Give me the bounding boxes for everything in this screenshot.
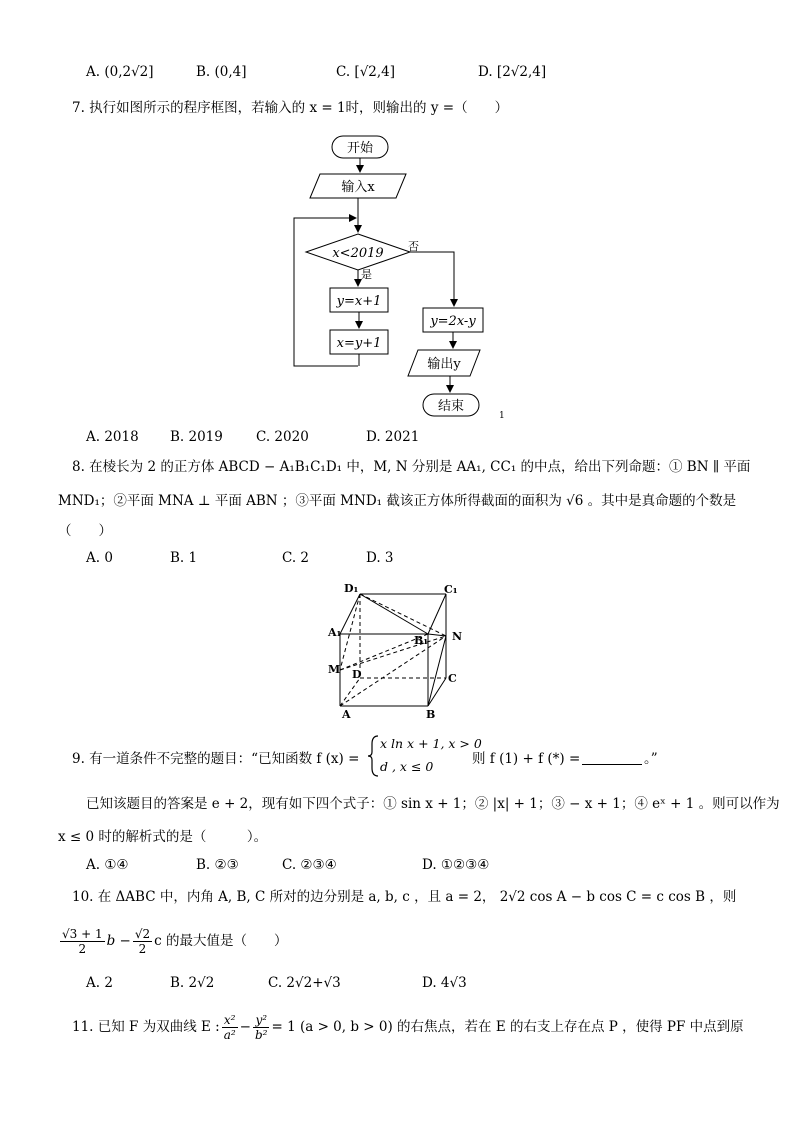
q9-suffix: 则 f (1) + f (*) =: [472, 751, 581, 767]
q7-stem: 7. 执行如图所示的程序框图，若输入的 x = 1时，则输出的 y =（ ）: [72, 100, 509, 116]
q8-cube-figure: [326, 578, 472, 724]
cube-label-n: N: [452, 630, 463, 643]
cube-label-m: M: [328, 663, 341, 676]
q10-option-b: B. 2√2: [170, 975, 215, 991]
q6-option-c: C. [√2,4]: [336, 64, 396, 80]
q6-option-b: B. (0,4]: [196, 64, 247, 80]
q11-frac1-den: a²: [223, 1028, 236, 1042]
q8-line3: （ ）: [58, 523, 112, 539]
q9-case1: x ln x + 1, x > 0: [380, 736, 482, 751]
cube-label-b1: B₁: [414, 634, 429, 647]
q10-frac1-num: √3 + 1: [62, 927, 103, 941]
cube-label-c1: C₁: [444, 583, 458, 596]
cube-label-d1: D₁: [344, 582, 359, 595]
q7-option-b: B. 2019: [170, 429, 223, 445]
q10-line1: 10. 在 ΔABC 中，内角 A, B, C 所对的边分别是 a, b, c ，且 a = 2， 2√2 cos A − b cos C = c cos B ，则: [72, 889, 737, 905]
q11-frac2-num: y²: [253, 1013, 270, 1028]
flow-step2-label: x=y+1: [336, 336, 382, 351]
q6-option-a: A. (0,2√2]: [86, 64, 154, 80]
flow-input-label: 输入x: [341, 180, 375, 195]
q9-option-d: D. ①②③④: [422, 857, 490, 873]
q10-tail: c 的最大值是（ ）: [154, 933, 288, 949]
flow-no-label: 否: [408, 240, 419, 253]
cube-label-a1: A₁: [328, 626, 342, 639]
q8-line1: 8. 在棱长为 2 的正方体 ABCD − A₁B₁C₁D₁ 中，M, N 分别是 AA₁, CC₁ 的中点，给出下列命题：① BN ∥ 平面: [72, 459, 751, 475]
flow-decision-label: x<2019: [332, 246, 384, 261]
q10-option-d: D. 4√3: [422, 975, 467, 991]
q8-option-a: A. 0: [86, 550, 113, 566]
q7-option-a: A. 2018: [86, 429, 139, 445]
q10-frac2-num: √2: [134, 927, 151, 941]
cube-label-b: B: [426, 708, 436, 721]
q8-option-d: D. 3: [366, 550, 394, 566]
q11-minus: −: [239, 1019, 251, 1035]
q9-option-b: B. ②③: [196, 857, 239, 873]
q9-brace: [366, 734, 380, 778]
cube-label-d: D: [352, 668, 362, 681]
q9-option-c: C. ②③④: [282, 857, 337, 873]
q9-line3: x ≤ 0 时的解析式的是（ ）。: [58, 829, 268, 845]
flow-yes-label: 是: [361, 268, 372, 281]
q11-line1: [72, 1006, 744, 1048]
q10-option-a: A. 2: [86, 975, 113, 991]
cube-label-c: C: [448, 672, 457, 685]
q7-option-d: D. 2021: [366, 429, 420, 445]
q7-flowchart: [280, 128, 520, 428]
q10-option-c: C. 2√2+√3: [268, 975, 341, 991]
q11-frac2-den: b²: [254, 1028, 268, 1042]
q8-option-c: C. 2: [282, 550, 310, 566]
q9-prefix: 9. 有一道条件不完整的题目：“已知函数 f (x) =: [72, 751, 360, 767]
flow-step1-label: y=x+1: [336, 294, 382, 309]
flow-else-label: y=2x-y: [430, 314, 476, 329]
flow-start-label: 开始: [346, 141, 374, 156]
cube-label-a: A: [342, 708, 351, 721]
q10-frac1-den: 2: [78, 942, 87, 956]
q10-var1: b −: [106, 933, 131, 949]
q10-line2: [58, 920, 288, 962]
q9-case2: d , x ≤ 0: [380, 759, 434, 774]
q7-option-c: C. 2020: [256, 429, 309, 445]
q10-frac2-den: 2: [138, 942, 147, 956]
q11-suffix: = 1 (a > 0, b > 0) 的右焦点，若在 E 的右支上存在点 P ，使得 PF 中点到原: [271, 1019, 744, 1035]
q11-frac1-num: x²: [222, 1013, 238, 1028]
q8-line2: MND₁；②平面 MNA ⊥ 平面 ABN ；③平面 MND₁ 截该正方体所得截面的面积为 √6 。其中是真命题的个数是: [58, 493, 737, 509]
q11-prefix: 11. 已知 F 为双曲线 E :: [72, 1019, 220, 1035]
flow-end-label: 结束: [437, 399, 465, 414]
flow-output-label: 输出y: [427, 357, 461, 372]
q6-option-d: D. [2√2,4]: [478, 64, 547, 80]
flow-stray-mark: 1: [499, 411, 505, 421]
q9-end: 。”: [644, 751, 658, 767]
q9-line2: 已知该题目的答案是 e + 2，现有如下四个式子：① sin x + 1；② |x| + 1；③ − x + 1；④ eˣ + 1 。则可以作为: [86, 796, 780, 812]
q9-blank: [582, 750, 642, 770]
q8-option-b: B. 1: [170, 550, 198, 566]
q9-option-a: A. ①④: [86, 857, 129, 873]
